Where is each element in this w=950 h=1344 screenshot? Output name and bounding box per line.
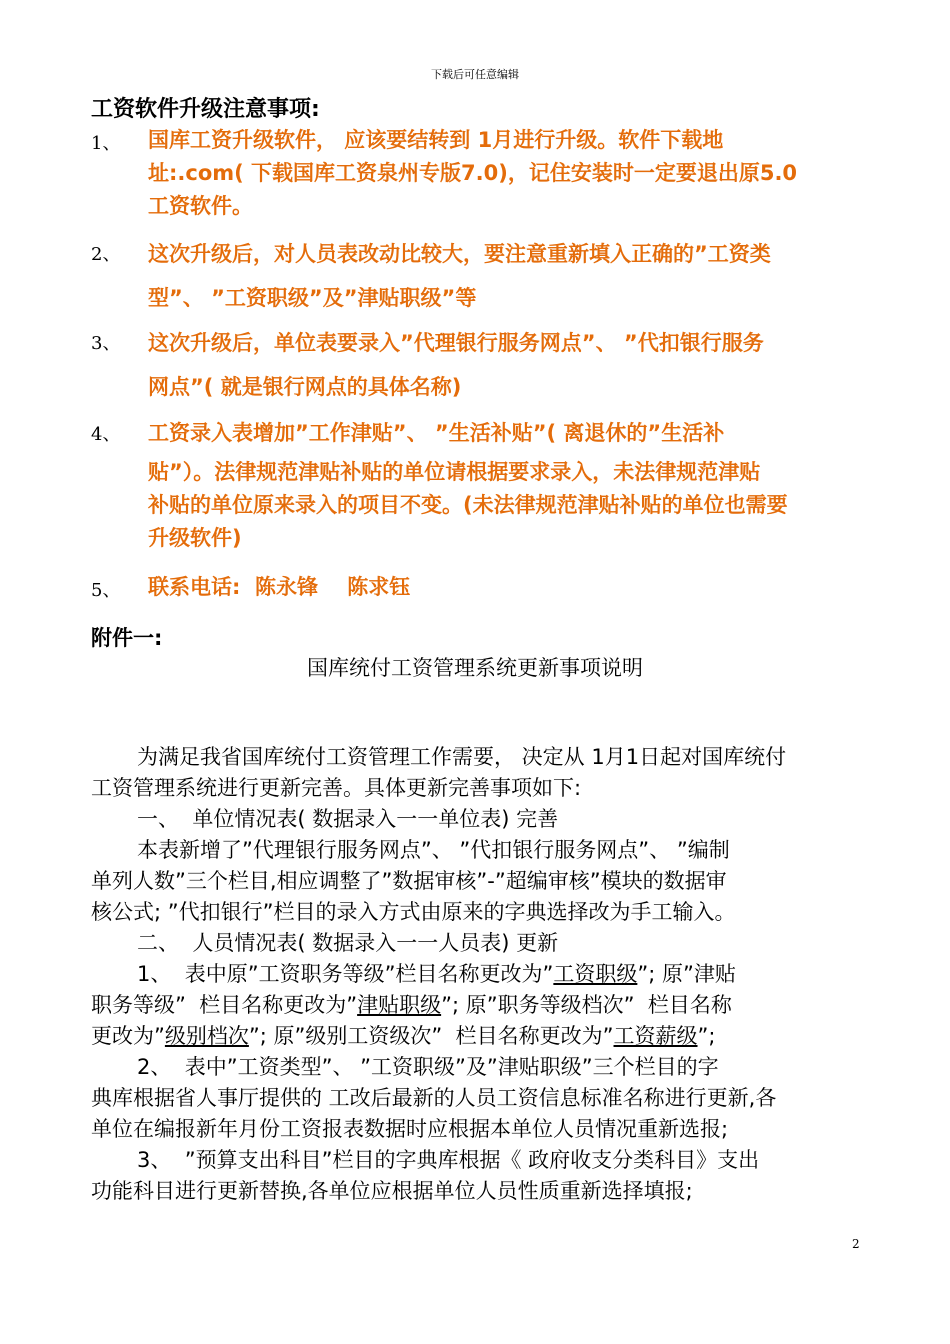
paragraph-line: 单列人数”三个栏目,相应调整了”数据审核”-”超编审核”模块的数据审 xyxy=(91,869,727,893)
item-number: 2、 xyxy=(91,244,121,265)
item-number: 5、 xyxy=(91,580,121,601)
item-text xyxy=(148,414,863,555)
paragraph-line: 单位在编报新年月份工资报表数据时应根据本单位人员情况重新选报; xyxy=(91,1117,729,1141)
text-run: 职务等级” 栏目名称更改为” xyxy=(91,993,358,1017)
paragraph-line: 本表新增了”代理银行服务网点”、 ”代扣银行服务网点”、 ”编制 xyxy=(137,838,730,862)
paragraph-line: 典库根据省人事厅提供的 工改后最新的人员工资信息标准名称进行更新,各 xyxy=(91,1086,777,1110)
page-header: 下载后可任意编辑 xyxy=(431,68,519,81)
paragraph-line: 功能科目进行更新替换,各单位应根据单位人员性质重新选择填报; xyxy=(91,1179,693,1203)
document-body xyxy=(91,742,861,1207)
item-line: 补贴的单位原来录入的项目不变。(未法律规范津贴补贴的单位也需要 xyxy=(148,493,788,517)
item-number: 4、 xyxy=(91,424,121,445)
paragraph-line xyxy=(91,959,861,990)
paragraph-line xyxy=(91,1021,861,1052)
notice-title: 工资软件升级注意事项: xyxy=(91,97,320,122)
item-line: 址:.com( 下载国库工资泉州专版7.0)，记住安装时一定要退出原5.0 xyxy=(148,161,798,185)
document-title: 国库统付工资管理系统更新事项说明 xyxy=(307,656,643,680)
item-text xyxy=(148,232,863,320)
section-heading: 一、 单位情况表( 数据录入一一单位表) 完善 xyxy=(137,807,559,831)
item-number: 3、 xyxy=(91,333,121,354)
item-line: 网点”( 就是银行网点的具体名称) xyxy=(148,375,462,399)
section-heading: 二、 人员情况表( 数据录入一一人员表) 更新 xyxy=(137,931,559,955)
item-text xyxy=(148,321,863,409)
underlined-term: 工资职级 xyxy=(553,962,638,986)
item-text xyxy=(148,570,863,604)
paragraph-line: 3、 ”预算支出科目”栏目的字典库根据《 政府收支分类科目》支出 xyxy=(137,1148,760,1172)
paragraph-line: 工资管理系统进行更新完善。具体更新完善事项如下: xyxy=(91,776,582,800)
item-number: 1、 xyxy=(91,133,121,154)
item-line: 型”、 ”工资职级”及”津贴职级”等 xyxy=(148,286,477,310)
paragraph-line: 2、 表中”工资类型”、 ”工资职级”及”津贴职级”三个栏目的字 xyxy=(137,1055,719,1079)
underlined-term: 级别档次 xyxy=(164,1024,249,1048)
text-run: ”; 原”级别工资级次” 栏目名称更改为” xyxy=(248,1024,614,1048)
text-run: ”; 原”职务等级档次” 栏目名称 xyxy=(441,993,732,1017)
text-run: ”; xyxy=(697,1024,716,1048)
item-text xyxy=(148,124,863,223)
item-line: 贴”）。法律规范津贴补贴的单位请根据要求录入，未法律规范津贴 xyxy=(148,460,761,484)
item-line: 工资录入表增加”工作津贴”、 ”生活补贴”( 离退休的”生活补 xyxy=(148,421,725,445)
item-line: 这次升级后，单位表要录入”代理银行服务网点”、 ”代扣银行服务 xyxy=(148,331,764,355)
text-run: ”; 原”津贴 xyxy=(637,962,736,986)
underlined-term: 工资薪级 xyxy=(613,1024,698,1048)
item-line: 国库工资升级软件， 应该要结转到 1月进行升级。软件下载地 xyxy=(148,128,724,152)
page-number: 2 xyxy=(852,1237,860,1251)
item-line: 这次升级后，对人员表改动比较大，要注意重新填入正确的”工资类 xyxy=(148,242,771,266)
paragraph-line: 为满足我省国库统付工资管理工作需要， 决定从 1月1日起对国库统付 xyxy=(137,745,787,769)
annex-label: 附件一: xyxy=(91,626,163,650)
paragraph-line xyxy=(91,990,861,1021)
paragraph-line: 核公式; ”代扣银行”栏目的录入方式由原来的字典选择改为手工输入。 xyxy=(91,900,736,924)
text-run: 更改为” xyxy=(91,1024,165,1048)
underlined-term: 津贴职级 xyxy=(357,993,442,1017)
contact-line: 联系电话: 陈永锋 陈求钰 xyxy=(148,575,411,599)
text-run: 1、 表中原”工资职务等级”栏目名称更改为” xyxy=(137,962,554,986)
item-line: 工资软件。 xyxy=(148,194,253,218)
item-line: 升级软件) xyxy=(148,526,242,550)
